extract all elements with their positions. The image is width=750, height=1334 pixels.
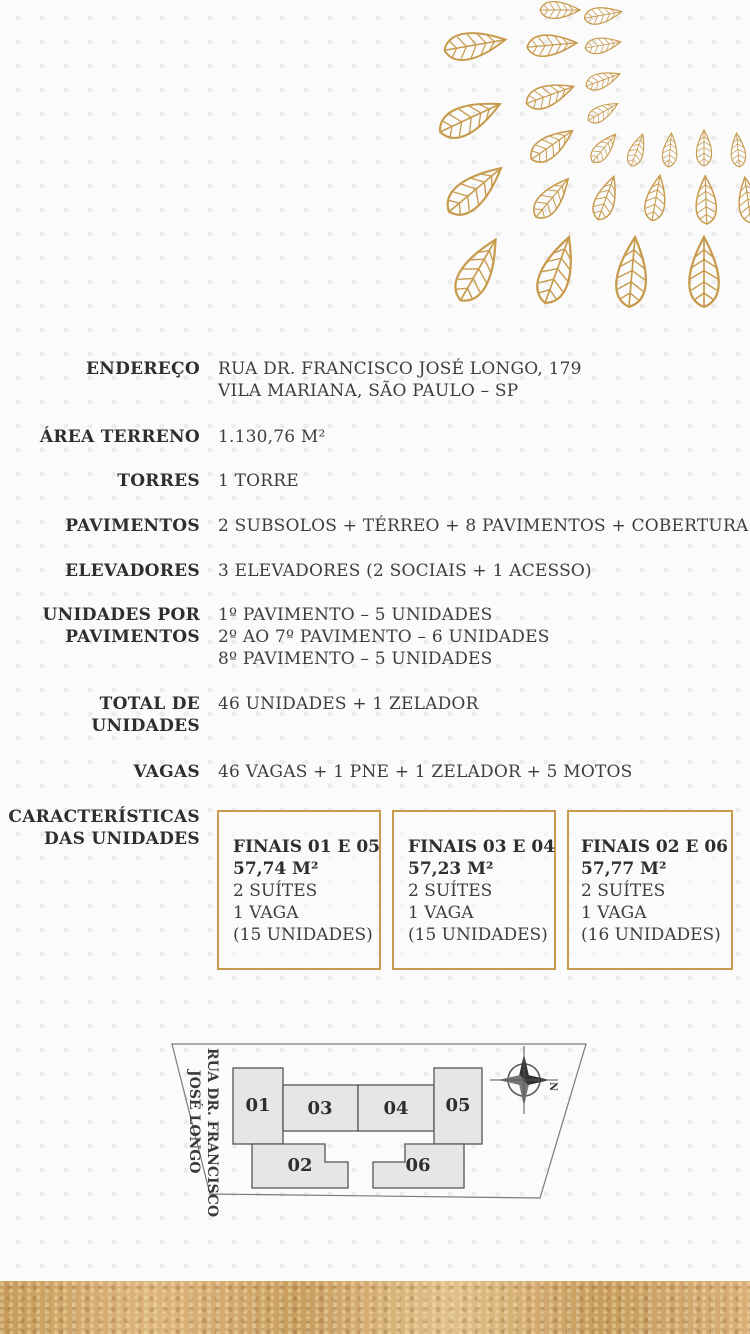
- unit-suites: 2 SUÍTES: [581, 881, 666, 901]
- unit-vaga: 1 VAGA: [233, 903, 299, 923]
- label-total-unidades: [91, 693, 200, 737]
- gold-sand-footer: [0, 1281, 750, 1334]
- unit-vaga: 1 VAGA: [408, 903, 474, 923]
- unit-count: (16 UNIDADES): [581, 925, 721, 945]
- compass-n-label: N: [547, 1082, 558, 1092]
- unit-code: FINAIS 03 E 04: [408, 837, 556, 857]
- value-area-terreno: 1.130,76 M²: [218, 427, 326, 447]
- unit-card: [567, 810, 733, 970]
- label-line-1: CARACTERÍSTICAS: [8, 807, 200, 827]
- unit-label-03: 03: [307, 1098, 333, 1119]
- unit-label-01: 01: [245, 1095, 271, 1116]
- label-torres: TORRES: [117, 471, 200, 491]
- label-endereco: ENDEREÇO: [85, 359, 200, 379]
- gold-leaf-pattern-icon: [0, 0, 750, 330]
- address-line-1: RUA DR. FRANCISCO JOSÉ LONGO, 179: [218, 359, 582, 379]
- unit-label-02: 02: [287, 1155, 313, 1176]
- street-label: [186, 1048, 220, 1217]
- unit-area: 57,77 M²: [581, 859, 667, 879]
- label-line-2: DAS UNIDADES: [44, 829, 200, 849]
- unit-suites: 2 SUÍTES: [233, 881, 318, 901]
- floor-line-3: 8º PAVIMENTO – 5 UNIDADES: [218, 649, 493, 669]
- unit-label-04: 04: [383, 1098, 409, 1119]
- unit-label-05: 05: [445, 1095, 471, 1116]
- unit-area: 57,74 M²: [233, 859, 319, 879]
- address-line-2: VILA MARIANA, SÃO PAULO – SP: [218, 381, 519, 401]
- value-total-unidades: 46 UNIDADES + 1 ZELADOR: [218, 694, 479, 714]
- unit-area: 57,23 M²: [408, 859, 494, 879]
- unit-count: (15 UNIDADES): [233, 925, 373, 945]
- value-unidades-por-pavimentos: [218, 604, 550, 670]
- label-line-1: TOTAL DE: [99, 694, 200, 714]
- unit-vaga: 1 VAGA: [581, 903, 647, 923]
- label-pavimentos: PAVIMENTOS: [65, 516, 200, 536]
- label-line-2: PAVIMENTOS: [65, 627, 200, 647]
- building-units: [233, 1068, 482, 1188]
- compass-icon: [490, 1046, 558, 1114]
- leaf-cluster: [434, 2, 750, 309]
- floor-line-2: 2º AO 7º PAVIMENTO – 6 UNIDADES: [218, 627, 550, 647]
- label-line-2: UNIDADES: [91, 716, 200, 736]
- unit-card: [392, 810, 556, 970]
- unit-count: (15 UNIDADES): [408, 925, 548, 945]
- label-vagas: VAGAS: [133, 762, 200, 782]
- value-torres: 1 TORRE: [218, 471, 299, 491]
- unit-code: FINAIS 02 E 06: [581, 837, 729, 857]
- site-plan: [160, 1038, 590, 1238]
- unit-card: [217, 810, 381, 970]
- value-pavimentos: 2 SUBSOLOS + TÉRREO + 8 PAVIMENTOS + COBERTURA: [218, 516, 749, 536]
- label-elevadores: ELEVADORES: [65, 561, 200, 581]
- unit-code: FINAIS 01 E 05: [233, 837, 381, 857]
- unit-label-06: 06: [405, 1155, 431, 1176]
- value-endereco: [218, 358, 582, 402]
- label-unidades-por-pavimentos: [43, 604, 200, 648]
- label-area-terreno: ÁREA TERRENO: [39, 427, 200, 447]
- value-elevadores: 3 ELEVADORES (2 SOCIAIS + 1 ACESSO): [218, 561, 592, 581]
- label-caracteristicas: [8, 806, 200, 850]
- label-line-1: UNIDADES POR: [42, 605, 200, 625]
- unit-suites: 2 SUÍTES: [408, 881, 493, 901]
- floor-line-1: 1º PAVIMENTO – 5 UNIDADES: [218, 605, 493, 625]
- street-line-2: JOSÉ LONGO: [186, 1070, 202, 1174]
- value-vagas: 46 VAGAS + 1 PNE + 1 ZELADOR + 5 MOTOS: [218, 762, 633, 782]
- street-line-1: RUA DR. FRANCISCO: [204, 1048, 220, 1218]
